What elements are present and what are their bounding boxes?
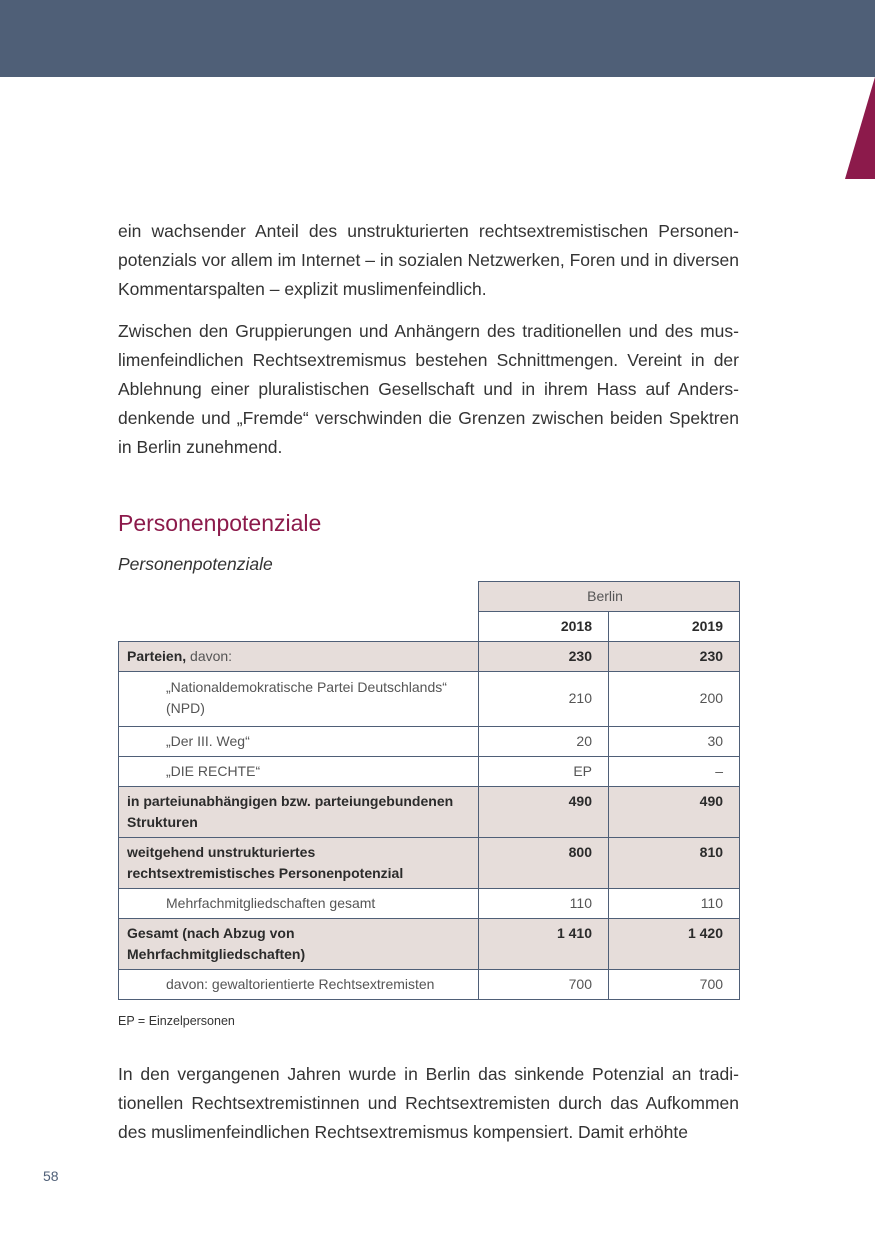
table-row [119, 786, 740, 837]
value-2019: 110 [609, 888, 740, 918]
value-2019: 700 [609, 969, 740, 999]
value-2018: 110 [479, 888, 609, 918]
value-2019: – [609, 756, 740, 786]
value-2018: 20 [479, 726, 609, 756]
row-label-suffix: davon: [186, 647, 233, 664]
table-caption: Personenpotenziale [118, 553, 273, 574]
page-number: 58 [43, 1168, 59, 1184]
table-row [119, 671, 740, 726]
row-label: weitgehend unstrukturiertes rechtsextremistisches Personenpotenzial [119, 837, 479, 888]
table-row [119, 726, 740, 756]
table-group-header: Berlin [479, 581, 740, 611]
value-2019: 230 [609, 641, 740, 671]
row-label: „Nationaldemokratische Partei Deutschlands“ (NPD) [119, 671, 479, 726]
table-row [119, 969, 740, 999]
value-2019: 200 [609, 671, 740, 726]
value-2018: 230 [479, 641, 609, 671]
table-row [119, 888, 740, 918]
row-label: „Der III. Weg“ [119, 726, 479, 756]
corner-tab-decoration [845, 77, 875, 179]
paragraph-conclusion: In den vergangenen Jahren wurde in Berlin das sinkende Potenzial an traditionellen Rechtsextremistinnen und Rechtsextremisten durch das Aufkommen des muslimenfeindlichen Rechtsextremismus kompensiert. Damit erhöhte [118, 1063, 739, 1143]
year-header-2019: 2019 [609, 611, 740, 641]
personenpotenziale-table [118, 581, 740, 1000]
table-row [119, 756, 740, 786]
value-2019: 810 [609, 837, 740, 888]
row-label: Gesamt (nach Abzug von Mehrfachmitgliedschaften) [119, 918, 479, 969]
value-2018: 700 [479, 969, 609, 999]
paragraph-intro: ein wachsender Anteil des unstrukturierten rechtsextremistischen Personenpotenzials vor allem im Internet – in sozialen Netzwerken, Foren und in diversen Kommentarspalten – explizit muslimenfeindlich. [118, 221, 739, 300]
value-2018: 490 [479, 786, 609, 837]
table-row [119, 918, 740, 969]
row-label: in parteiunabhängigen bzw. parteiungebundenen Strukturen [119, 786, 479, 837]
value-2018: 1 410 [479, 918, 609, 969]
paragraph-schnittmengen: Zwischen den Gruppierungen und Anhängern des traditionellen und des muslimenfeindlichen Rechtsextremismus bestehen Schnittmengen. Vereint in der Ablehnung einer pluralistischen Gesellschaft und in ihrem Hass auf Andersdenkende und „Fremde“ verschwinden die Grenzen zwischen beiden Spektren in Berlin zunehmend. [118, 320, 739, 458]
table-row [119, 837, 740, 888]
row-label: Parteien, [127, 647, 187, 664]
row-label: „DIE RECHTE“ [119, 756, 479, 786]
table-group-header-row [119, 581, 740, 611]
section-heading: Personenpotenziale [118, 509, 322, 536]
value-2019: 30 [609, 726, 740, 756]
value-2018: 800 [479, 837, 609, 888]
table-footnote: EP = Einzelpersonen [118, 1013, 235, 1028]
row-label: Mehrfachmitgliedschaften gesamt [119, 888, 479, 918]
page-content [118, 217, 739, 1159]
value-2018: 210 [479, 671, 609, 726]
value-2019: 1 420 [609, 918, 740, 969]
value-2019: 490 [609, 786, 740, 837]
row-label: davon: gewaltorientierte Rechtsextremisten [119, 969, 479, 999]
value-2018: EP [479, 756, 609, 786]
year-header-2018: 2018 [479, 611, 609, 641]
table-row [119, 641, 740, 671]
table-year-header-row [119, 611, 740, 641]
header-bar [0, 0, 875, 77]
